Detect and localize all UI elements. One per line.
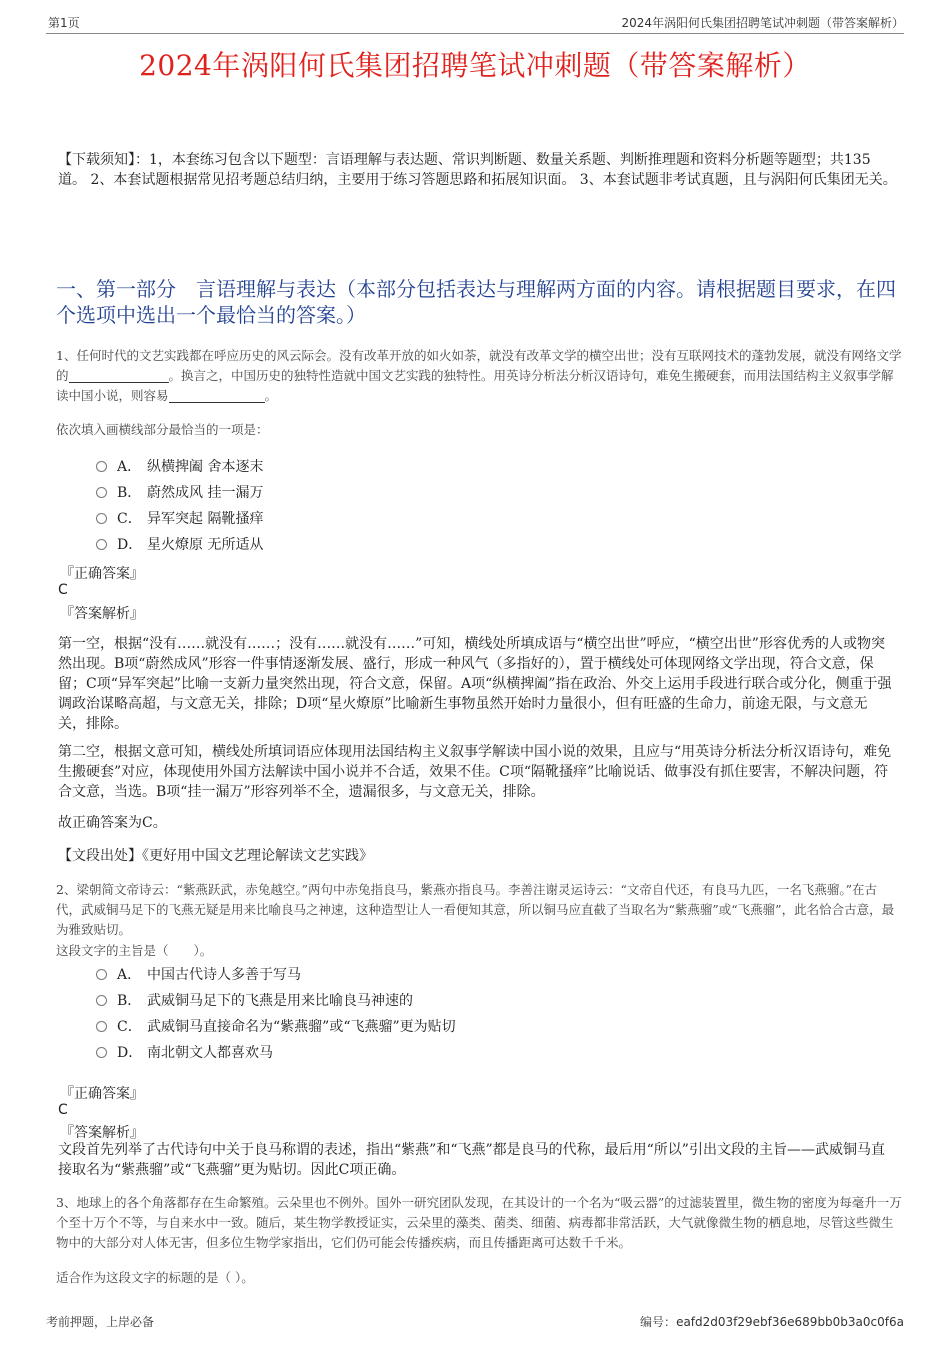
option-a[interactable]: A． 纵横捭阖 舍本逐末 [96,456,263,476]
source-note: 【文段出处】《更好用中国文艺理论解读文艺实践》 [58,848,373,864]
question-2-stem: 2、梁朝简文帝诗云：“紫燕跃武，赤兔越空。”两句中赤兔指良马，紫燕亦指良马。李善注谢灵运诗云：“文帝自代还，有良马九匹，一名飞燕骝。”在古代，武威铜马足下的飞燕无疑是用来比喻良马之神速，这种造型让人一看便知其意，所以铜马应直截了当取名为“紫燕骝”或“飞燕骝”，此名恰合古意，最为雅致贴切。 [56,882,895,937]
radio-icon[interactable] [96,1047,107,1058]
option-b[interactable]: B． 武威铜马足下的飞燕是用来比喻良马神速的 [96,990,413,1010]
footer-slogan: 考前押题，上岸必备 [46,1315,155,1329]
question-3-stem: 3、地球上的各个角落都存在生命繁殖。云朵里也不例外。国外一研究团队发现，在其设计的一个名为“吸云器”的过滤装置里，微生物的密度为每毫升一万个至十万个不等，与自来水中一致。随后，某生物学教授证实，云朵里的藻类、菌类、细菌、病毒都非常活跃，大气就像微生物的栖息地，尽管这些微生物中的大部分对人体无害，但多位生物学家指出，它们仍可能会传播疾病，而且传播距离可达数千千米。 [56,1195,902,1250]
option-a[interactable]: A． 中国古代诗人多善于写马 [96,964,301,984]
radio-icon[interactable] [96,461,107,472]
analysis-conclusion: 故正确答案为C。 [58,815,167,831]
question-1-prompt: 依次填入画横线部分最恰当的一项是： [56,422,269,437]
download-notice: 【下载须知】：1，本套练习包含以下题型：言语理解与表达题、常识判断题、数量关系题、判断推理题和资料分析题等题型；共135道。 2、本套试题根据常见招考题总结归纳，主要用于练习答题思路和拓展知识面。 3、本套试题非考试真题，且与涡阳何氏集团无关。 [58,152,897,188]
page-number: 第1页 [48,16,80,30]
correct-answer-label: 『正确答案』 [60,566,144,582]
analysis-paragraph-1: 第一空，根据“没有……就没有……；没有……就没有……”可知，横线处所填成语与“横空出世”呼应，“横空出世”形容优秀的人或物突然出现。B项“蔚然成风”形容一件事情逐渐发展、盛行，形成一种风气（多指好的），置于横线处可体现网络文学出现，符合文意，保留；C项“异军突起”比喻一支新力量突然出现，符合文意，保留。A项“纵横捭阖”指在政治、外交上运用手段进行联合或分化，侧重于强调政治谋略高超，与文意无关，排除；D项“星火燎原”比喻新生事物虽然开始时力量很小，但有旺盛的生命力，前途无限，与文意无关，排除。 [58,636,892,732]
option-d[interactable]: D． 南北朝文人都喜欢马 [96,1042,273,1062]
answer-blank-2 [169,388,265,403]
header-divider [46,33,904,34]
radio-icon[interactable] [96,969,107,980]
question-1-stem: 1、任何时代的文艺实践都在呼应历史的风云际会。没有改革开放的如火如荼，就没有改革文学的横空出世；没有互联网技术的蓬勃发展，就没有网络文学的 。换言之，中国历史的独特性造就中国文艺实践的独特性。用英诗分析法分析汉语诗句，难免生搬硬套，而用法国结构主义叙事学解读中国小说，则容易 。 [56,348,902,403]
option-c[interactable]: C． 异军突起 隔靴搔痒 [96,508,263,528]
footer-code: 编号：eafd2d03f29ebf36e689bb0b3a0c0f6a [640,1315,904,1329]
correct-answer: C [58,1102,68,1118]
correct-answer-label: 『正确答案』 [60,1086,144,1102]
question-2-prompt: 这段文字的主旨是（ ）。 [56,943,213,958]
option-b[interactable]: B． 蔚然成风 挂一漏万 [96,482,263,502]
radio-icon[interactable] [96,513,107,524]
radio-icon[interactable] [96,487,107,498]
document-title: 2024年涡阳何氏集团招聘笔试冲刺题（带答案解析） [139,49,811,82]
option-d[interactable]: D． 星火燎原 无所适从 [96,534,263,554]
header-doc-title: 2024年涡阳何氏集团招聘笔试冲刺题（带答案解析） [621,16,904,30]
correct-answer: C [58,582,68,598]
answer-blank-1 [69,368,169,383]
section-title: 一、第一部分 言语理解与表达（本部分包括表达与理解两方面的内容。请根据题目要求，在四个选项中选出一个最恰当的答案。） [56,277,896,327]
radio-icon[interactable] [96,995,107,1006]
question-3-prompt: 适合作为这段文字的标题的是（ ）。 [56,1270,254,1285]
analysis-paragraph: 文段首先列举了古代诗句中关于良马称谓的表述，指出“紫燕”和“飞燕”都是良马的代称，最后用“所以”引出文段的主旨——武威铜马直接取名为“紫燕骝”或“飞燕骝”更为贴切。因此C项正确。 [58,1142,885,1178]
option-c[interactable]: C． 武威铜马直接命名为“紫燕骝”或“飞燕骝”更为贴切 [96,1016,456,1036]
analysis-label: 『答案解析』 [60,1125,144,1141]
analysis-paragraph-2: 第二空，根据文意可知，横线处所填词语应体现用法国结构主义叙事学解读中国小说的效果，且应与“用英诗分析法分析汉语诗句，难免生搬硬套”对应，体现使用外国方法解读中国小说并不合适，效果不佳。C项“隔靴搔痒”比喻说话、做事没有抓住要害，不解决问题，符合文意，当选。B项“挂一漏万”形容列举不全，遗漏很多，与文意无关，排除。 [58,744,892,800]
radio-icon[interactable] [96,1021,107,1032]
radio-icon[interactable] [96,539,107,550]
analysis-label: 『答案解析』 [60,606,144,622]
